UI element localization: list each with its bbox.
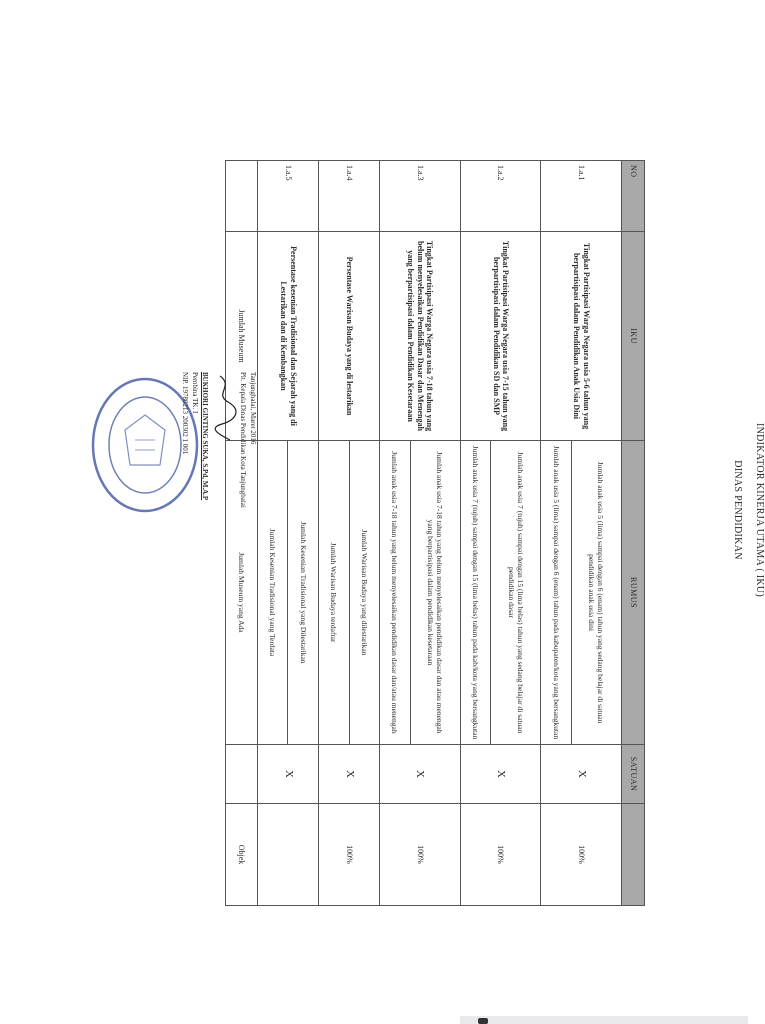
row-satuan: X [460, 745, 541, 804]
row-no [226, 161, 258, 232]
viewer-app-icon[interactable] [478, 1018, 488, 1024]
table-row [410, 161, 460, 906]
signature-place-date: Tanjungbalai, Maret 2016 [249, 372, 257, 445]
viewer-toolbar[interactable] [460, 1016, 748, 1024]
row-no: 1.a.4 [319, 161, 380, 232]
row-target: 100% [541, 804, 622, 906]
row-satuan [226, 745, 258, 804]
header-satuan: SATUAN [622, 745, 645, 804]
document-subtitle: DINAS PENDIDIKAN [732, 460, 743, 560]
iku-table [225, 160, 645, 906]
table-header-row [622, 161, 645, 906]
row-rumus-numerator: Jumlah Warisan Budaya yang dilestarikan [349, 441, 380, 745]
table-row [349, 161, 380, 906]
row-rumus-denominator: Jumlah anak usia 5 (lima) sampai dengan 6 (enam) tahun pada kabupaten/kota yang bersangkutan [541, 441, 572, 745]
row-target: 100% [460, 804, 541, 906]
row-iku: Tingkat Partisipasi Warga Negara usia 5-6 tahun yang berpartisipasi dalam Pendidikan Anak Usia Dini [541, 232, 622, 441]
table-row [226, 161, 258, 906]
row-iku: Tingkat Partisipasi Warga Negara usia 7-18 tahun yang belum menyelesaikan Pendidikan Dasar dan Menengah yang berpartisipasi dalam Pendidikan Kesetaraan [380, 232, 461, 441]
signature-position: Plt. Kepala Dinas Pendidikan Kota Tanjungbalai [239, 372, 247, 508]
row-rumus-denominator: Jumlah Kesenian Tradisional yang Terdata [257, 441, 288, 745]
table-row [491, 161, 541, 906]
row-target: 100% [319, 804, 380, 906]
row-rumus-numerator: Jumlah Kesenian Tradisional yang Dilestarikan [288, 441, 319, 745]
row-iku: Jumlah Museum [226, 232, 258, 441]
row-satuan: X [319, 745, 380, 804]
signature-name: BUKHORI GINTING SUKA, S.Pd, M.A.P [201, 372, 209, 501]
row-target: Objek [226, 804, 258, 906]
signature-nip: NIP. 19780213 200302 1 001 [181, 372, 189, 455]
row-no: 1.a.5 [257, 161, 318, 232]
row-target [257, 804, 318, 906]
row-iku: Tingkat Partisipasi Warga Negara usia 7-15 tahun yang berpartisipasi dalam Pendidikan SD dan SMP [460, 232, 541, 441]
row-rumus-denominator: Jumlah Warisan Budaya terdaftar [319, 441, 350, 745]
handwritten-signature-icon [212, 372, 238, 442]
row-rumus-denominator: Jumlah anak usia 7-18 tahun yang belum menyelesaikan pendidikan dasar dan/atau menengah [380, 441, 411, 745]
row-satuan: X [541, 745, 622, 804]
row-iku: Persentase kesenian Tradisional dan Sejarah yang di Lestarikan dan di Kembangkan [257, 232, 318, 441]
row-rumus-numerator: Jumlah anak usia 5 (lima) sampai dengan 6 (enam) tahun yang sedang belajar di satuan pendidikan anak usia dini [571, 441, 621, 745]
header-no: NO [622, 161, 645, 232]
row-target: 100% [380, 804, 461, 906]
row-rumus-denominator: Jumlah anak usia 7 (tujuh) sampai dengan 15 (lima belas) tahun pada kab/kota yang bersangkutan [460, 441, 491, 745]
row-rumus-numerator: Jumlah Museum yang Ada [226, 441, 258, 745]
table-row [571, 161, 621, 906]
row-satuan: X [380, 745, 461, 804]
row-no: 1.a.1 [541, 161, 622, 232]
document-title: INDIKATOR KINERJA UTAMA ( IKU) [754, 422, 765, 598]
rotated-document [225, 160, 765, 865]
row-rumus-numerator: Jumlah anak usia 7 (tujuh) sampai dengan 15 (lima belas) tahun yang sedang belajar di satuan pendidikan dasar [491, 441, 541, 745]
header-iku: IKU [622, 232, 645, 441]
row-no: 1.a.3 [380, 161, 461, 232]
row-satuan: X [257, 745, 318, 804]
row-rumus-numerator: Jumlah anak usia 7-18 tahun yang belum menyelesaikan pendidikan dasar dan atau menengah yang berpartisipasi dalam pendidikan kesetaraan [410, 441, 460, 745]
row-iku: Persentase Warisan Budaya yang di lestarikan [319, 232, 380, 441]
row-no: 1.a.2 [460, 161, 541, 232]
signature-space [210, 372, 238, 532]
signature-rank: Pembina TK. I [191, 372, 199, 414]
header-rumus: RUMUS [622, 441, 645, 745]
table-row [288, 161, 319, 906]
header-target [622, 804, 645, 906]
signature-block [108, 372, 258, 532]
